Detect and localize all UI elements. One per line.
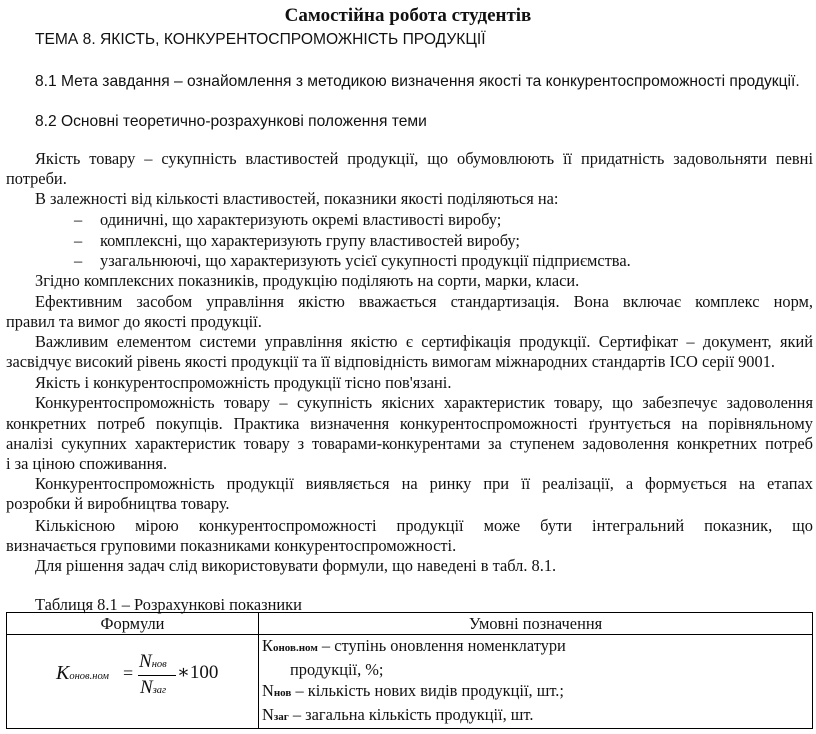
paragraph-line: Важливим елементом системи управління якістю є сертифікація продукції. Сертифікат – документ, який	[35, 332, 813, 351]
formula-denominator: Nзаг	[140, 677, 167, 698]
list-item: комплексні, що характеризують групу властивостей виробу;	[100, 231, 520, 250]
paragraph-line: конкретних потреб покупців. Практика визначення конкурентоспроможності ґрунтується на порівняльному	[6, 414, 813, 433]
paragraph-line: Для рішення задач слід використовувати формули, що наведені в табл. 8.1.	[35, 556, 557, 575]
page-title: Самостійна робота студентів	[284, 5, 532, 26]
paragraph-line: Конкурентоспроможність товару – сукупність якісних характеристик товару, що забезпечує задоволення	[35, 393, 813, 412]
paragraph-line: правил та вимог до якості продукції.	[6, 312, 262, 331]
formula-table	[6, 612, 813, 729]
table-header-notation: Умовні позначення	[259, 613, 813, 635]
notation-line: Nнов – кількість нових видів продукції, шт.;	[262, 681, 564, 700]
table-row	[7, 635, 813, 729]
formula-lhs: Kонов.ном	[56, 662, 109, 684]
notation-line: Конов.ном – ступінь оновлення номенклатури	[262, 636, 566, 655]
paragraph-line: Якість і конкурентоспроможність продукції тісно пов'язані.	[35, 373, 452, 392]
formula-multiplier: ∗100	[177, 662, 219, 683]
notation-line: Nзаг – загальна кількість продукції, шт.	[262, 705, 534, 724]
list-item: узагальнюючі, що характеризують усієї сукупності продукції підприємства.	[100, 251, 631, 270]
bullet-dash: –	[74, 231, 83, 250]
paragraph-line: Якість товару – сукупність властивостей продукції, що обумовлюють її придатність задовольняти певні	[35, 149, 813, 168]
paragraph-line: Кількісною мірою конкурентоспроможності продукції може бути інтегральний показник, що	[35, 516, 813, 535]
paragraph-line: потреби.	[6, 169, 67, 188]
bullet-dash: –	[74, 251, 83, 270]
fraction-line	[138, 675, 176, 676]
paragraph-line: Згідно комплексних показників, продукцію поділяють на сорти, марки, класи.	[35, 271, 580, 290]
table-header-formulas: Формули	[7, 613, 259, 635]
paragraph-line: Ефективним засобом управління якістю вважається стандартизація. Вона включає комплекс норм,	[35, 292, 813, 311]
formula-equals: =	[123, 663, 134, 683]
topic-heading: ТЕМА 8. ЯКІСТЬ, КОНКУРЕНТОСПРОМОЖНІСТЬ ПРОДУКЦІЇ	[35, 31, 486, 48]
section-heading: 8.2 Основні теоретично-розрахункові положення теми	[35, 113, 427, 130]
formula-cell	[7, 635, 259, 729]
paragraph-line: засвідчує високий рівень якості продукції та її відповідність вимогам міжнародних стандартів ІСО серії 9001.	[6, 352, 775, 371]
notation-cell	[259, 635, 813, 729]
paragraph-line: В залежності від кількості властивостей, показники якості поділяються на:	[35, 189, 559, 208]
goal-text: 8.1 Мета завдання – ознайомлення з методикою визначення якості та конкурентоспроможності продукції.	[35, 73, 800, 90]
paragraph-line: визначається груповими показниками конкурентоспроможності.	[6, 536, 457, 555]
list-item: одиничні, що характеризують окремі властивості виробу;	[100, 210, 502, 229]
paragraph-line: розробки й виробництва товару.	[6, 494, 230, 513]
table-caption: Таблиця 8.1 – Розрахункові показники	[35, 595, 302, 614]
notation-line: продукції, %;	[290, 660, 384, 679]
table-header-row	[7, 613, 813, 635]
paragraph-line: і за ціною споживання.	[6, 454, 168, 473]
paragraph-line: аналізі сукупних характеристик товару з товарами-конкурентами за ступенем задоволення конкретних потреб	[6, 434, 813, 453]
bullet-dash: –	[74, 210, 83, 229]
paragraph-line: Конкурентоспроможність продукції виявляється на ринку при її реалізації, а формується на етапах	[35, 474, 813, 493]
formula-numerator: Nнов	[139, 651, 167, 672]
